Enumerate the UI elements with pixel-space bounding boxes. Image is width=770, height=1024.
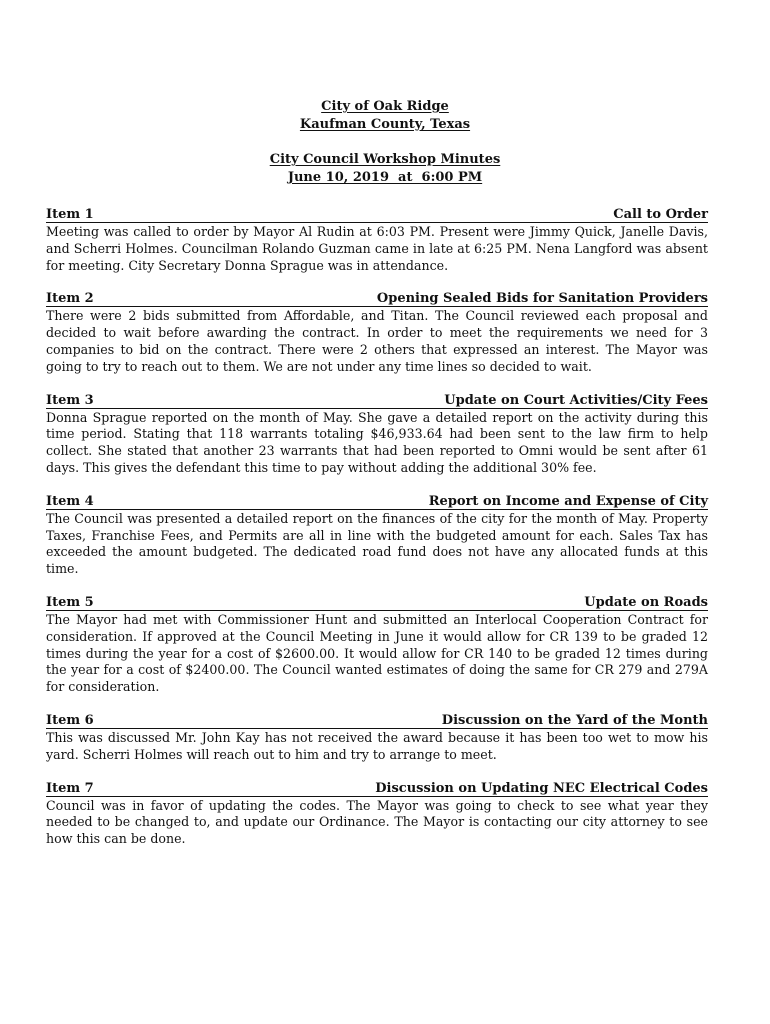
item-body: Council was in favor of updating the codes. The Mayor was going to check to see what year they needed to be changed to, and update our Ordinance. The Mayor is contacting our city attorney to see how this can be done.	[46, 797, 708, 847]
item-topic: Opening Sealed Bids for Sanitation Providers	[376, 291, 708, 307]
item-body: This was discussed Mr. John Kay has not received the award because it has been too wet to mow his yard. Scherri Holmes will reach out to him and try to arrange to meet.	[46, 729, 708, 762]
item-topic: Update on Roads	[584, 594, 708, 610]
agenda-items	[46, 207, 708, 865]
agenda-item	[46, 207, 708, 274]
item-number: Item 7	[46, 780, 94, 796]
item-topic: Call to Order	[613, 207, 708, 222]
item-number: Item 5	[46, 594, 94, 610]
item-heading	[46, 291, 708, 307]
agenda-item	[46, 595, 708, 696]
item-topic: Discussion on Updating NEC Electrical Codes	[375, 780, 708, 796]
item-heading	[46, 393, 708, 409]
item-heading	[46, 595, 708, 611]
item-heading	[46, 713, 708, 729]
item-number: Item 1	[46, 207, 94, 222]
item-number: Item 6	[46, 712, 94, 728]
agenda-item	[46, 291, 708, 375]
city-name: City of Oak Ridge	[321, 99, 449, 114]
item-topic: Discussion on the Yard of the Month	[441, 712, 708, 728]
item-number: Item 4	[46, 493, 94, 509]
document-title: City Council Workshop Minutes	[269, 152, 501, 167]
agenda-item	[46, 393, 708, 477]
county-name: Kaufman County, Texas	[299, 117, 471, 132]
item-body: The Mayor had met with Commissioner Hunt and submitted an Interlocal Cooperation Contract for consideration. If approved at the Council Meeting in June it would allow for CR 139 to be graded 12 times during the year for a cost of $2600.00. It would allow for CR 140 to be graded 12 times during the year for a cost of $2400.00. The Council wanted estimates of doing the same for CR 279 and 279A for consideration.	[46, 611, 708, 695]
item-heading	[46, 207, 708, 223]
item-number: Item 3	[46, 392, 94, 408]
item-heading	[46, 494, 708, 510]
document-header	[0, 98, 770, 187]
item-body: Donna Sprague reported on the month of May. She gave a detailed report on the activity during this time period. Stating that 118 warrants totaling $46,933.64 had been sent to the law firm to help collect. She stated that another 23 warrants that had been reported to Omni would be sent after 61 days. This gives the defendant this time to pay without adding the additional 30% fee.	[46, 409, 708, 475]
agenda-item	[46, 494, 708, 578]
item-body: The Council was presented a detailed report on the finances of the city for the month of May. Property Taxes, Franchise Fees, and Permits are all in line with the budgeted amount for each. Sales Tax has exceeded the amount budgeted. The dedicated road fund does not have any allocated funds at this time.	[46, 510, 708, 577]
item-body: There were 2 bids submitted from Affordable, and Titan. The Council reviewed each proposal and decided to wait before awarding the contract. In order to meet the requirements we need for 3 companies to bid on the contract. There were 2 others that expressed an interest. The Mayor was going to try to reach out to them. We are not under any time lines so decided to wait.	[46, 308, 708, 374]
agenda-item	[46, 713, 708, 764]
item-topic: Report on Income and Expense of City	[428, 493, 708, 509]
agenda-item	[46, 781, 708, 848]
item-number: Item 2	[46, 291, 94, 307]
item-heading	[46, 781, 708, 797]
meeting-date: June 10, 2019 at 6:00 PM	[287, 170, 483, 185]
item-body: Meeting was called to order by Mayor Al Rudin at 6:03 PM. Present were Jimmy Quick, Janelle Davis, and Scherri Holmes. Councilman Rolando Guzman came in late at 6:25 PM. Nena Langford was absent for meeting. City Secretary Donna Sprague was in attendance.	[46, 224, 708, 273]
item-topic: Update on Court Activities/City Fees	[444, 392, 708, 408]
